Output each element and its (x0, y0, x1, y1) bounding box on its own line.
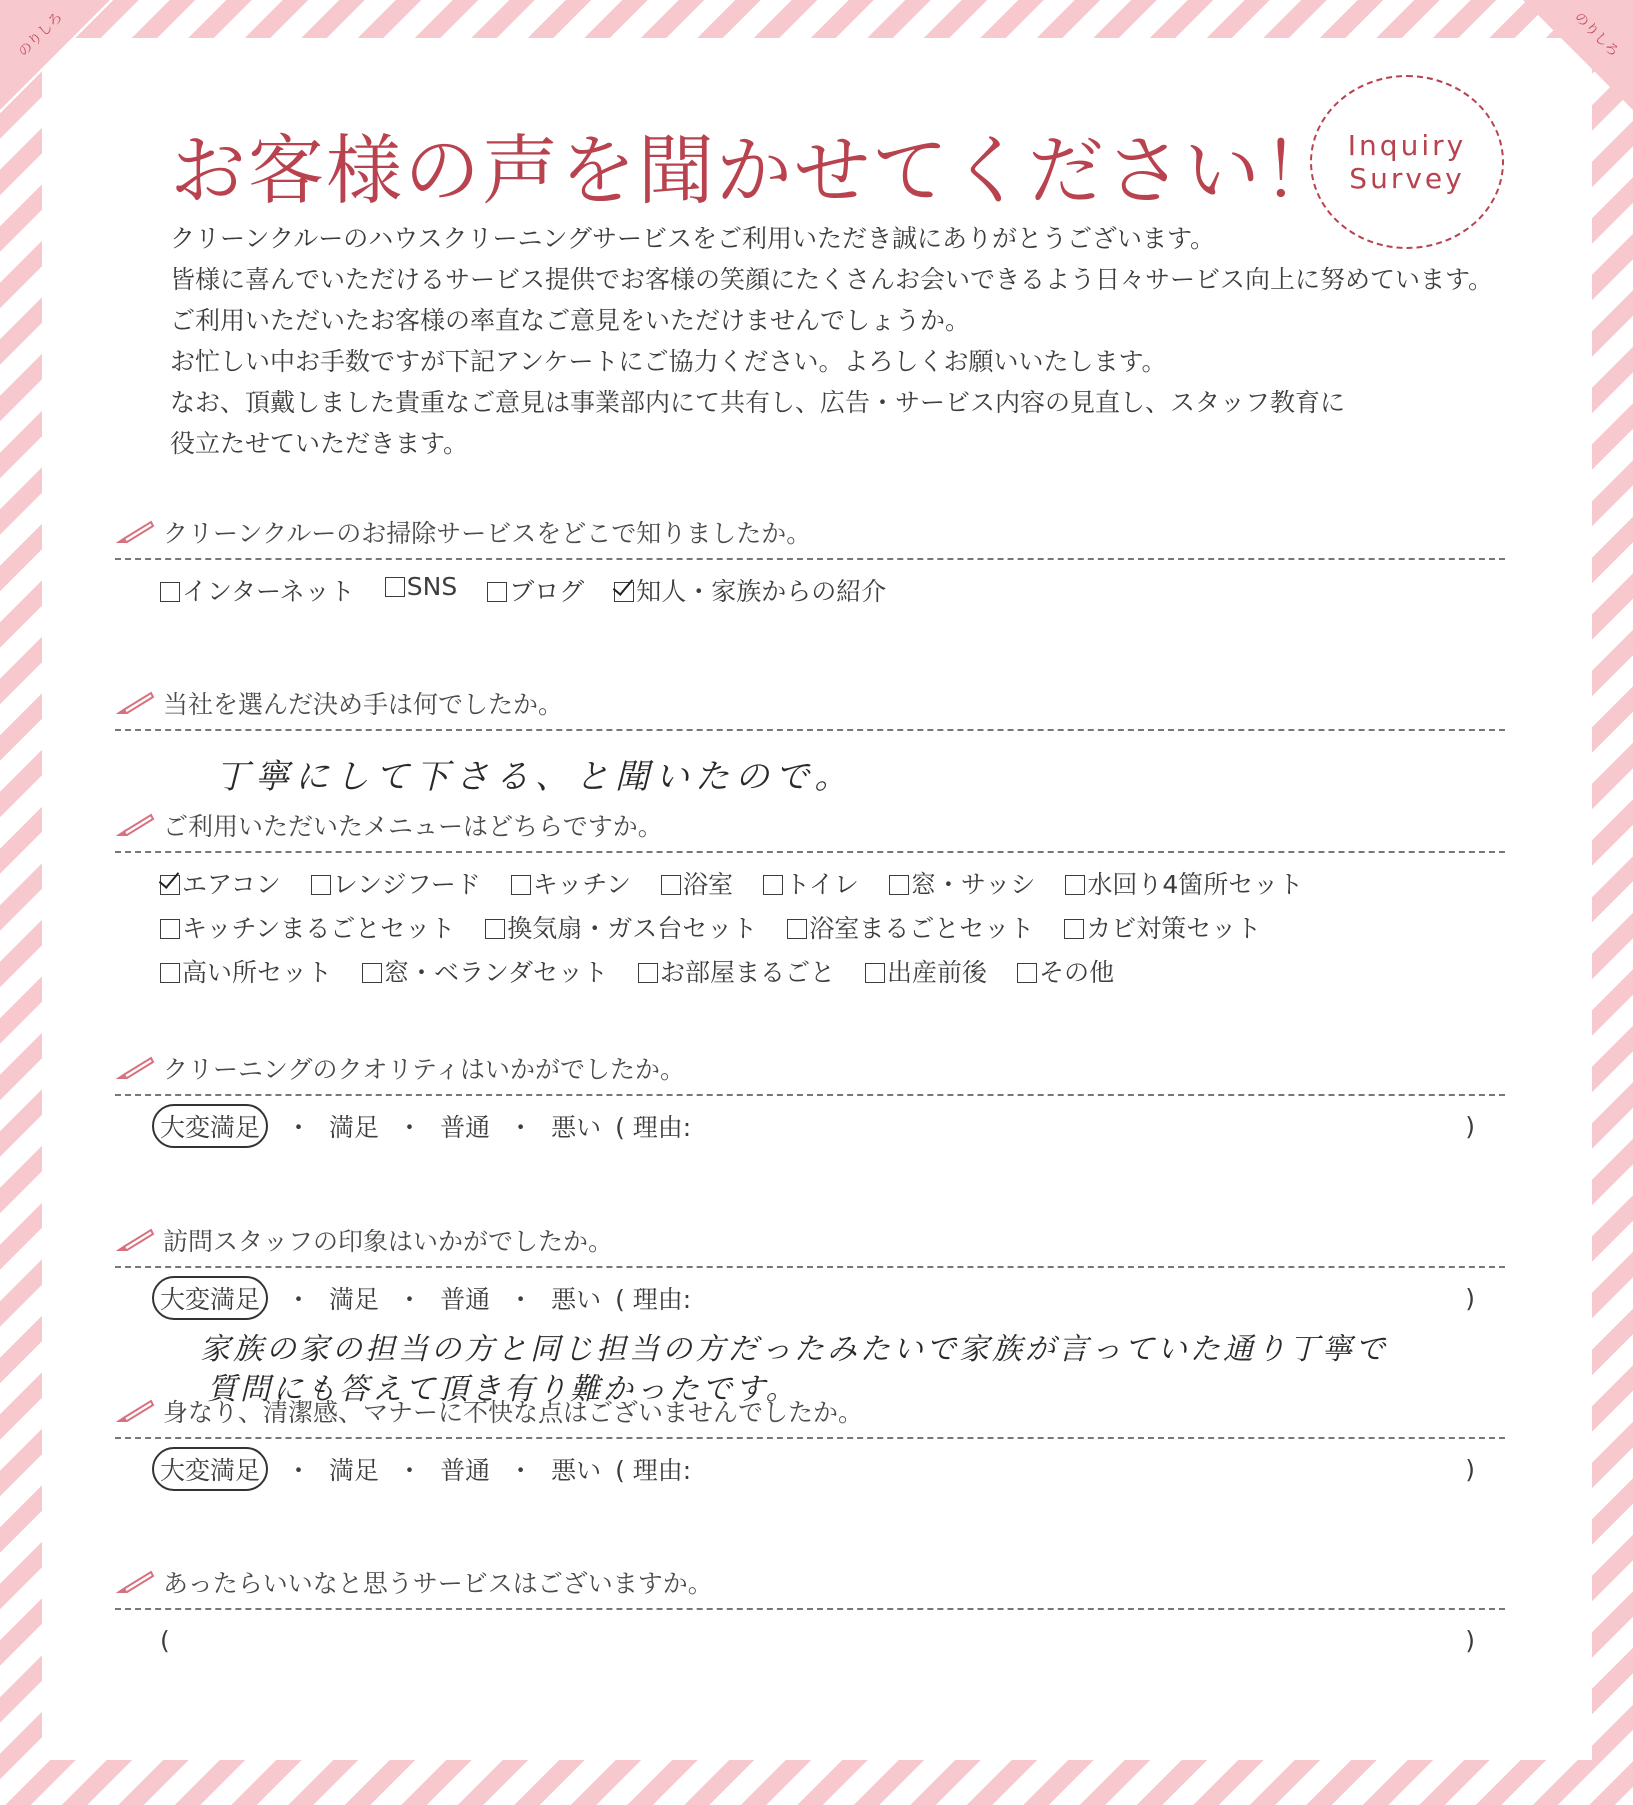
rating-very-satisfied-selected[interactable]: 大変満足 (152, 1276, 268, 1320)
open-answer-row[interactable] (115, 1620, 1505, 1660)
rating-very-satisfied-selected[interactable]: 大変満足 (152, 1447, 268, 1491)
option-room[interactable]: お部屋まるごと (638, 953, 835, 989)
rating-very-satisfied-selected[interactable]: 大変満足 (152, 1104, 268, 1148)
question-text: ご利用いただいたメニューはどちらですか。 (163, 812, 663, 841)
checkbox[interactable] (889, 875, 909, 895)
question-text: 身なり、清潔感、マナーに不快な点はございませんでしたか。 (163, 1398, 864, 1427)
intro-line: お忙しい中お手数ですが下記アンケートにご協力ください。よろしくお願いいたします。 (170, 347, 1167, 376)
reason-label: ( 理由: (615, 1285, 692, 1314)
rating-satisfied[interactable]: 満足 (329, 1285, 380, 1314)
question-reason (115, 683, 1505, 798)
intro-line: 役立たせていただきます。 (170, 429, 469, 458)
rating-bad[interactable]: 悪い (551, 1456, 602, 1485)
option-fan-gas-set[interactable]: 換気扇・ガス台セット (485, 909, 757, 945)
checkbox-checked[interactable] (614, 582, 634, 602)
divider (115, 1437, 1505, 1439)
close-paren: ) (1465, 1625, 1475, 1655)
intro-line: ご利用いただいたお客様の率直なご意見をいただけませんでしょうか。 (170, 306, 971, 335)
divider (115, 1094, 1505, 1096)
question-menu (115, 805, 1505, 997)
checkbox[interactable] (311, 875, 331, 895)
option-other[interactable]: その他 (1017, 953, 1114, 989)
pencil-icon (115, 1397, 155, 1425)
option-range-hood[interactable]: レンジフード (311, 865, 481, 901)
glue-margin-left (0, 0, 110, 110)
divider (115, 729, 1505, 731)
checkbox[interactable] (638, 963, 658, 983)
rating-row: 大変満足 ・ 満足 ・ 普通 ・ 悪い ( 理由: ) (115, 1449, 1505, 1489)
checkbox[interactable] (160, 919, 180, 939)
question-text: 訪問スタッフの印象はいかがでしたか。 (163, 1227, 614, 1256)
question-quality (115, 1048, 1505, 1146)
rating-normal[interactable]: 普通 (440, 1456, 491, 1485)
page-title: お客様の声を聞かせてください！ (170, 126, 1340, 215)
question-text: あったらいいなと思うサービスはございますか。 (163, 1569, 713, 1598)
question-text: クリーニングのクオリティはいかがでしたか。 (163, 1055, 686, 1084)
question-wish (115, 1562, 1505, 1660)
option-blog[interactable]: ブログ (487, 572, 584, 608)
glue-label-right: のりしろ (1570, 9, 1622, 61)
pencil-icon (115, 1054, 155, 1082)
checkbox-checked[interactable] (160, 875, 180, 895)
rating-row: 大変満足 ・ 満足 ・ 普通 ・ 悪い ( 理由: ) (115, 1106, 1505, 1146)
rating-satisfied[interactable]: 満足 (329, 1456, 380, 1485)
option-sns[interactable]: SNS (385, 572, 457, 608)
rating-bad[interactable]: 悪い (551, 1113, 602, 1142)
option-toilet[interactable]: トイレ (763, 865, 859, 901)
divider (115, 558, 1505, 560)
option-bathroom-set[interactable]: 浴室まるごとセット (787, 909, 1034, 945)
checkbox[interactable] (1065, 875, 1085, 895)
checkbox[interactable] (1064, 919, 1084, 939)
intro-line: クリーンクルーのハウスクリーニングサービスをご利用いただき誠にありがとうございます。 (170, 224, 1216, 253)
pencil-icon (115, 518, 155, 546)
rating-satisfied[interactable]: 満足 (329, 1113, 380, 1142)
glue-label-left: のりしろ (15, 9, 67, 61)
pencil-icon (115, 811, 155, 839)
checkbox[interactable] (385, 577, 405, 597)
checkbox[interactable] (485, 919, 505, 939)
divider (115, 1608, 1505, 1610)
option-bathroom[interactable]: 浴室 (661, 865, 733, 901)
option-window-veranda-set[interactable]: 窓・ベランダセット (362, 953, 608, 989)
bubble-line-2: Survey (1349, 162, 1465, 195)
open-paren: ( (160, 1625, 170, 1655)
checkbox[interactable] (160, 582, 180, 602)
option-internet[interactable]: インターネット (160, 572, 355, 608)
handwritten-comment-1: 家族の家の担当の方と同じ担当の方だったみたいで家族が言っていた通り丁寧で (200, 1332, 1388, 1367)
pencil-icon (115, 1568, 155, 1596)
reason-label: ( 理由: (615, 1456, 692, 1485)
handwritten-answer: 丁寧にして下さる、と聞いたので。 (215, 757, 855, 797)
pencil-icon (115, 1226, 155, 1254)
option-childbirth[interactable]: 出産前後 (865, 953, 987, 989)
rating-normal[interactable]: 普通 (440, 1113, 491, 1142)
option-kitchen[interactable]: キッチン (511, 865, 631, 901)
checkbox[interactable] (362, 963, 382, 983)
question-manners (115, 1391, 1505, 1489)
checkbox[interactable] (1017, 963, 1037, 983)
question-text: クリーンクルーのお掃除サービスをどこで知りましたか。 (163, 519, 812, 548)
option-aircon[interactable]: エアコン (160, 865, 281, 901)
intro-text (170, 218, 1493, 464)
option-window-sash[interactable]: 窓・サッシ (889, 865, 1036, 901)
checkbox[interactable] (787, 919, 807, 939)
checkbox[interactable] (487, 582, 507, 602)
option-kitchen-set[interactable]: キッチンまるごとセット (160, 909, 455, 945)
divider (115, 1266, 1505, 1268)
question-source (115, 512, 1505, 616)
bubble-line-1: Inquiry (1347, 129, 1467, 162)
intro-line: なお、頂戴しました貴重なご意見は事業部内にて共有し、広告・サービス内容の見直し、スタッフ教育に (170, 388, 1346, 417)
pencil-icon (115, 689, 155, 717)
checkbox[interactable] (865, 963, 885, 983)
checkbox[interactable] (511, 875, 531, 895)
rating-bad[interactable]: 悪い (551, 1285, 602, 1314)
question-staff (115, 1220, 1505, 1408)
checkbox[interactable] (763, 875, 783, 895)
option-mold-set[interactable]: カビ対策セット (1064, 909, 1261, 945)
option-water-set[interactable]: 水回り4箇所セット (1065, 865, 1303, 901)
handwritten-comment-2: 質問にも答えて頂き有り難かったです。 (207, 1372, 799, 1407)
rating-row: 大変満足 ・ 満足 ・ 普通 ・ 悪い ( 理由: ) (115, 1278, 1505, 1318)
rating-normal[interactable]: 普通 (440, 1285, 491, 1314)
option-high-place-set[interactable]: 高い所セット (160, 953, 332, 989)
reason-label: ( 理由: (615, 1113, 692, 1142)
glue-margin-right (1523, 0, 1633, 110)
divider (115, 851, 1505, 853)
checkbox[interactable] (160, 963, 180, 983)
question-text: 当社を選んだ決め手は何でしたか。 (163, 690, 564, 719)
option-referral[interactable]: 知人・家族からの紹介 (614, 572, 886, 608)
intro-line: 皆様に喜んでいただけるサービス提供でお客様の笑顔にたくさんお会いできるよう日々サービス向上に努めています。 (170, 265, 1494, 294)
checkbox[interactable] (661, 875, 681, 895)
